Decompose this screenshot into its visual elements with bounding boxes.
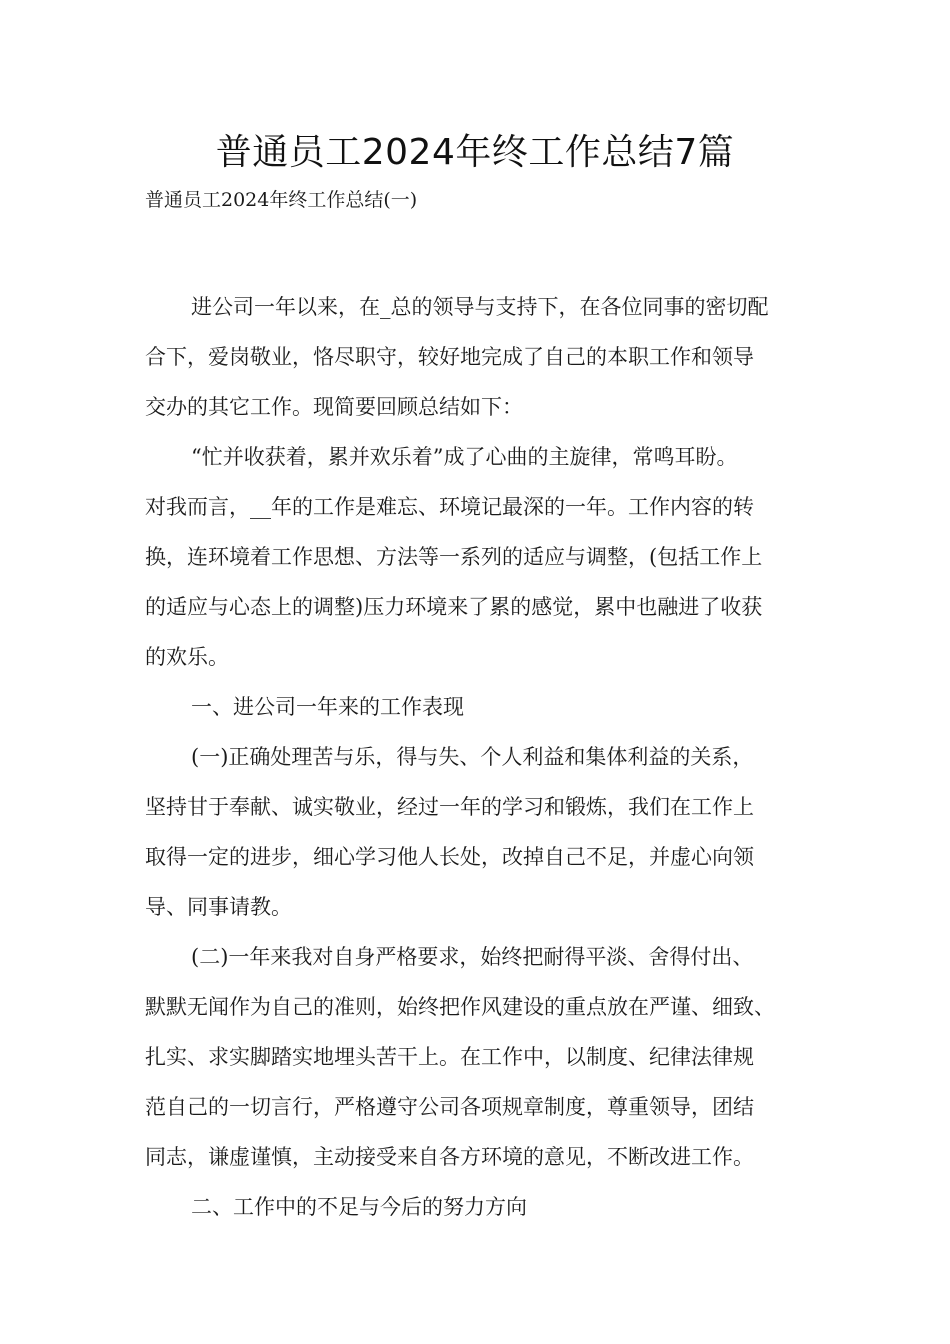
text-line: 对我而言，__年的工作是难忘、环境记最深的一年。工作内容的转 xyxy=(145,495,754,519)
text-line: 二、工作中的不足与今后的努力方向 xyxy=(191,1195,527,1219)
text-line: 默默无闻作为自己的准则，始终把作风建设的重点放在严谨、细致、 xyxy=(145,995,775,1019)
text-line: 范自己的一切言行，严格遵守公司各项规章制度，尊重领导，团结 xyxy=(145,1095,754,1119)
text-line: (一)正确处理苦与乐，得与失、个人利益和集体利益的关系， xyxy=(191,745,754,769)
paragraph xyxy=(145,732,835,932)
text-line: 坚持甘于奉献、诚实敬业，经过一年的学习和锻炼，我们在工作上 xyxy=(145,795,754,819)
section-heading xyxy=(145,1182,835,1232)
document-body xyxy=(145,282,835,1232)
text-line: “忙并收获着，累并欢乐着”成了心曲的主旋律，常鸣耳盼。 xyxy=(191,445,738,469)
text-line: 进公司一年以来，在_总的领导与支持下，在各位同事的密切配 xyxy=(191,295,769,319)
text-line: 交办的其它工作。现简要回顾总结如下： xyxy=(145,395,523,419)
text-line: 同志，谦虚谨慎，主动接受来自各方环境的意见，不断改进工作。 xyxy=(145,1145,754,1169)
text-line: 扎实、求实脚踏实地埋头苦干上。在工作中，以制度、纪律法律规 xyxy=(145,1045,754,1069)
text-line: 一、进公司一年来的工作表现 xyxy=(191,695,464,719)
paragraph xyxy=(145,282,835,432)
text-line: 的适应与心态上的调整)压力环境来了累的感觉，累中也融进了收获 xyxy=(145,595,763,619)
text-line: (二)一年来我对自身严格要求，始终把耐得平淡、舍得付出、 xyxy=(191,945,754,969)
document-subtitle: 普通员工2024年终工作总结(一) xyxy=(145,189,418,211)
paragraph xyxy=(145,432,835,682)
paragraph xyxy=(145,932,835,1182)
document-title: 普通员工2024年终工作总结7篇 xyxy=(215,132,735,173)
text-line: 取得一定的进步，细心学习他人长处，改掉自己不足，并虚心向领 xyxy=(145,845,754,869)
text-line: 合下，爱岗敬业，恪尽职守，较好地完成了自己的本职工作和领导 xyxy=(145,345,754,369)
text-line: 换，连环境着工作思想、方法等一系列的适应与调整，(包括工作上 xyxy=(145,545,763,569)
text-line: 的欢乐。 xyxy=(145,645,229,669)
text-line: 导、同事请教。 xyxy=(145,895,292,919)
section-heading xyxy=(145,682,835,732)
